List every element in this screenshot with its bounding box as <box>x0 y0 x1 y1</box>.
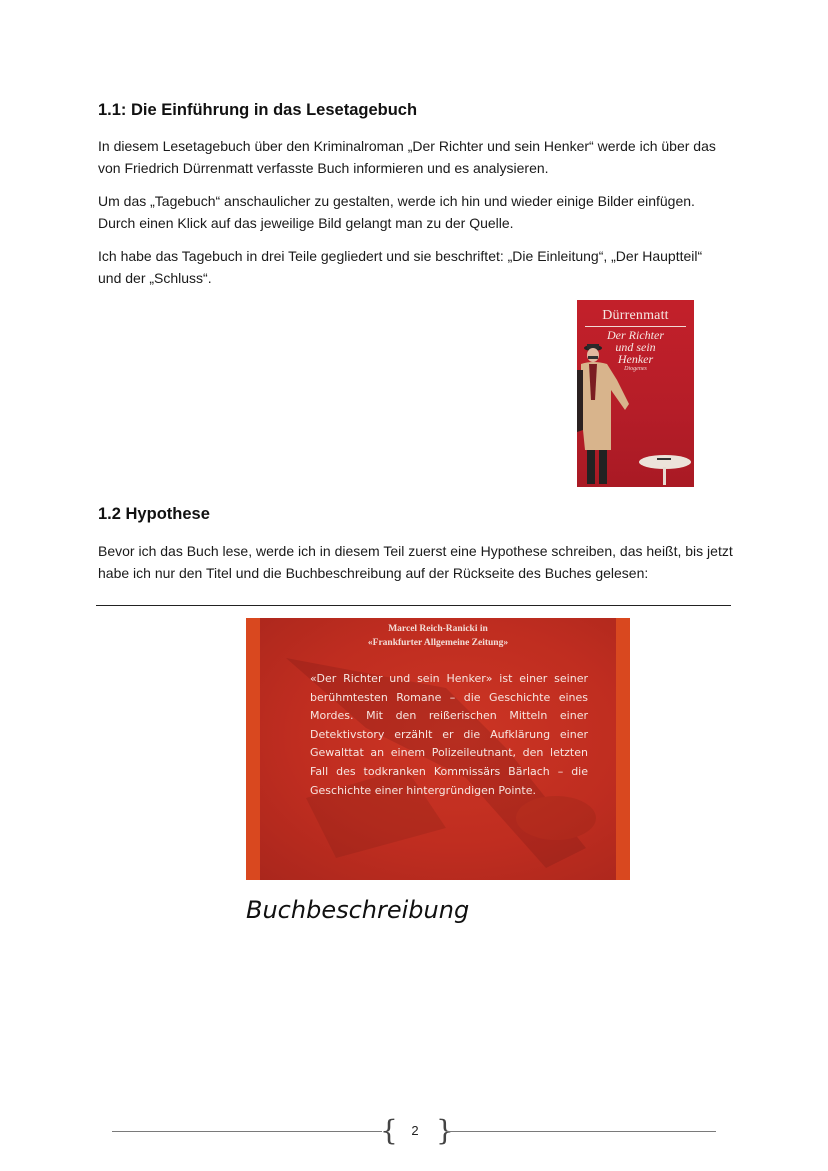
footer-line-left <box>112 1131 382 1132</box>
footer-brace-right: } <box>436 1114 454 1147</box>
cover-illustration <box>577 300 694 487</box>
intro-paragraph-1: In diesem Lesetagebuch über den Kriminalroman „Der Richter und sein Henker“ werde ich über das von Friedrich Dürrenmatt verfasste Buch informieren und es analysieren. <box>98 138 716 176</box>
intro-paragraph-3: Ich habe das Tagebuch in drei Teile gegliedert und sie beschriftet: „Die Einleitung“, „Der Hauptteil“ und der „Schluss“. <box>98 248 703 286</box>
footer-brace-left: { <box>380 1114 398 1147</box>
review-source-line-2: «Frankfurter Allgemeine Zeitung» <box>367 638 509 648</box>
book-cover-image[interactable] <box>577 300 694 487</box>
book-description-image[interactable] <box>246 618 630 880</box>
image-caption: Buchbeschreibung <box>246 896 470 924</box>
page-number: 2 <box>411 1123 419 1138</box>
review-source-line-1: Marcel Reich-Ranicki in <box>388 624 488 634</box>
horizontal-rule <box>96 605 731 606</box>
cover-title-line-1: Der Richter <box>607 328 664 342</box>
cover-author: Dürrenmatt <box>602 308 669 323</box>
cover-publisher: Diogenes <box>624 366 647 372</box>
section-1-heading: 1.1: Die Einführung in das Lesetagebuch <box>98 101 418 119</box>
footer-line-right <box>446 1131 716 1132</box>
intro-paragraph-2: Um das „Tagebuch“ anschaulicher zu gestalten, werde ich hin und wieder einige Bilder einfügen. Durch einen Klick auf das jeweilige Bild gelangt man zu der Quelle. <box>98 193 695 231</box>
review-quote: «Der Richter und sein Henker» ist einer seiner berühmtesten Romane – die Geschichte eines Mordes. Mit den reißerischen Mitteln einer Detektivstory erzählt er die Aufklärung einer Gewalttat an einem Polizeileutnant, den letzten Fall des todkranken Kommissärs Bärlach – die Geschichte einer hintergründigen Pointe. <box>310 672 588 797</box>
cover-title-line-2: und sein <box>615 340 656 354</box>
section-2-heading: 1.2 Hypothese <box>98 505 210 523</box>
hypothesis-paragraph: Bevor ich das Buch lese, werde ich in diesem Teil zuerst eine Hypothese schreiben, das heißt, bis jetzt habe ich nur den Titel und die Buchbeschreibung auf der Rückseite des Buches gelesen: <box>98 543 733 581</box>
cover-title-line-3: Henker <box>617 352 654 366</box>
